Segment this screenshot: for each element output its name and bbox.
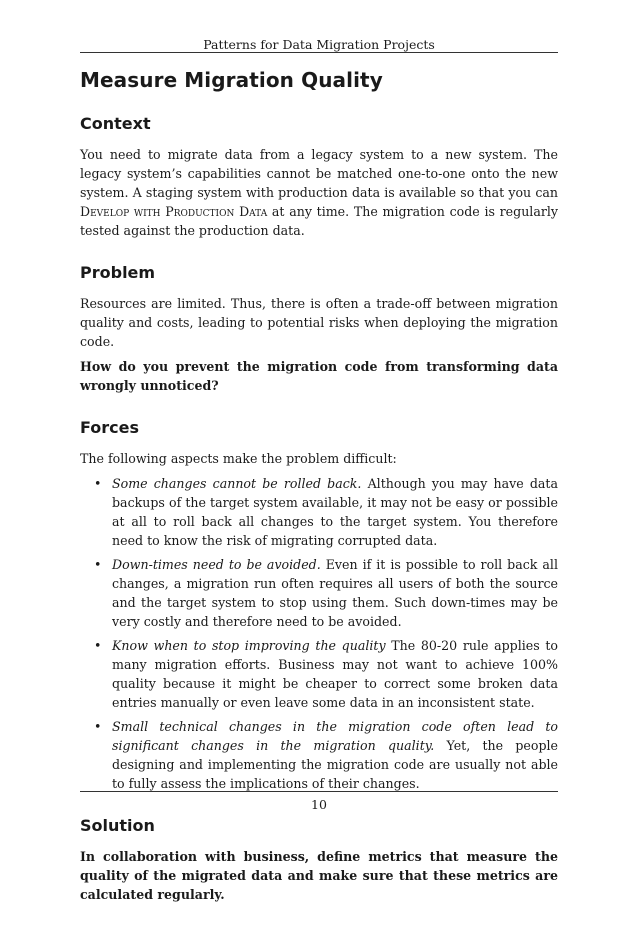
problem-paragraph: Resources are limited. Thus, there is often a trade-off between migration quality and costs, leading to potential risks when deploying the migration code. — [80, 296, 558, 349]
bullet-icon: • — [94, 557, 102, 572]
forces-section — [80, 418, 558, 793]
force-body: Although you may have data backups of the target system available, it may not be easy or possible at all to roll back all changes to the target system. You therefore need to know the risk of migrating corrupted data. — [112, 476, 558, 548]
bullet-icon: • — [94, 638, 102, 653]
solution-heading: Solution — [80, 816, 155, 835]
page-number: 10 — [311, 797, 327, 812]
header-rule — [80, 52, 558, 53]
force-lead: Small technical changes in the migration code often lead to significant changes in the migration quality. — [112, 719, 558, 753]
problem-heading: Problem — [80, 263, 156, 282]
list-item — [80, 636, 558, 712]
context-paragraph — [80, 145, 558, 240]
context-text-after: at any time. The migration code is regularly tested against the production data. — [80, 204, 559, 238]
list-item — [80, 555, 558, 631]
problem-section — [80, 263, 558, 395]
force-lead: Know when to stop improving the quality — [112, 638, 386, 653]
solution-section — [80, 816, 558, 904]
solution-paragraph: In collaboration with business, define metrics that measure the quality of the migrated data and make sure that these metrics are calculated regularly. — [80, 849, 558, 902]
context-text-before: You need to migrate data from a legacy system to a new system. The legacy system’s capabilities cannot be matched one-to-one onto the new system. A staging system with production data is available so that you can — [80, 147, 558, 200]
bullet-icon: • — [94, 476, 102, 491]
forces-heading: Forces — [80, 418, 140, 437]
running-header: Patterns for Data Migration Projects — [203, 37, 435, 52]
pattern-reference: Develop with Production Data — [80, 204, 268, 219]
context-heading: Context — [80, 114, 151, 133]
page-title: Measure Migration Quality — [80, 68, 383, 92]
force-body: Even if it is possible to roll back all changes, a migration run often requires all users of both the source and the target system to stop using them. Such down-times may be very costly and therefore need to be avoided. — [112, 557, 558, 629]
force-body: The 80-20 rule applies to many migration efforts. Business may not want to achieve 100% quality because it might be cheaper to correct some broken data entries manually or even leave some data in an inconsistent state. — [112, 638, 558, 710]
force-lead: Down-times need to be avoided. — [112, 557, 321, 572]
forces-intro: The following aspects make the problem difficult: — [80, 451, 397, 466]
forces-list — [80, 474, 558, 793]
context-section — [80, 114, 558, 240]
bullet-icon: • — [94, 719, 102, 734]
list-item — [80, 717, 558, 793]
problem-question: How do you prevent the migration code from transforming data wrongly unnoticed? — [80, 359, 558, 393]
force-body: Yet, the people designing and implementing the migration code are usually not able to fully assess the implications of their changes. — [112, 738, 558, 791]
force-lead: Some changes cannot be rolled back. — [112, 476, 362, 491]
footer-rule — [80, 791, 558, 792]
list-item — [80, 474, 558, 550]
